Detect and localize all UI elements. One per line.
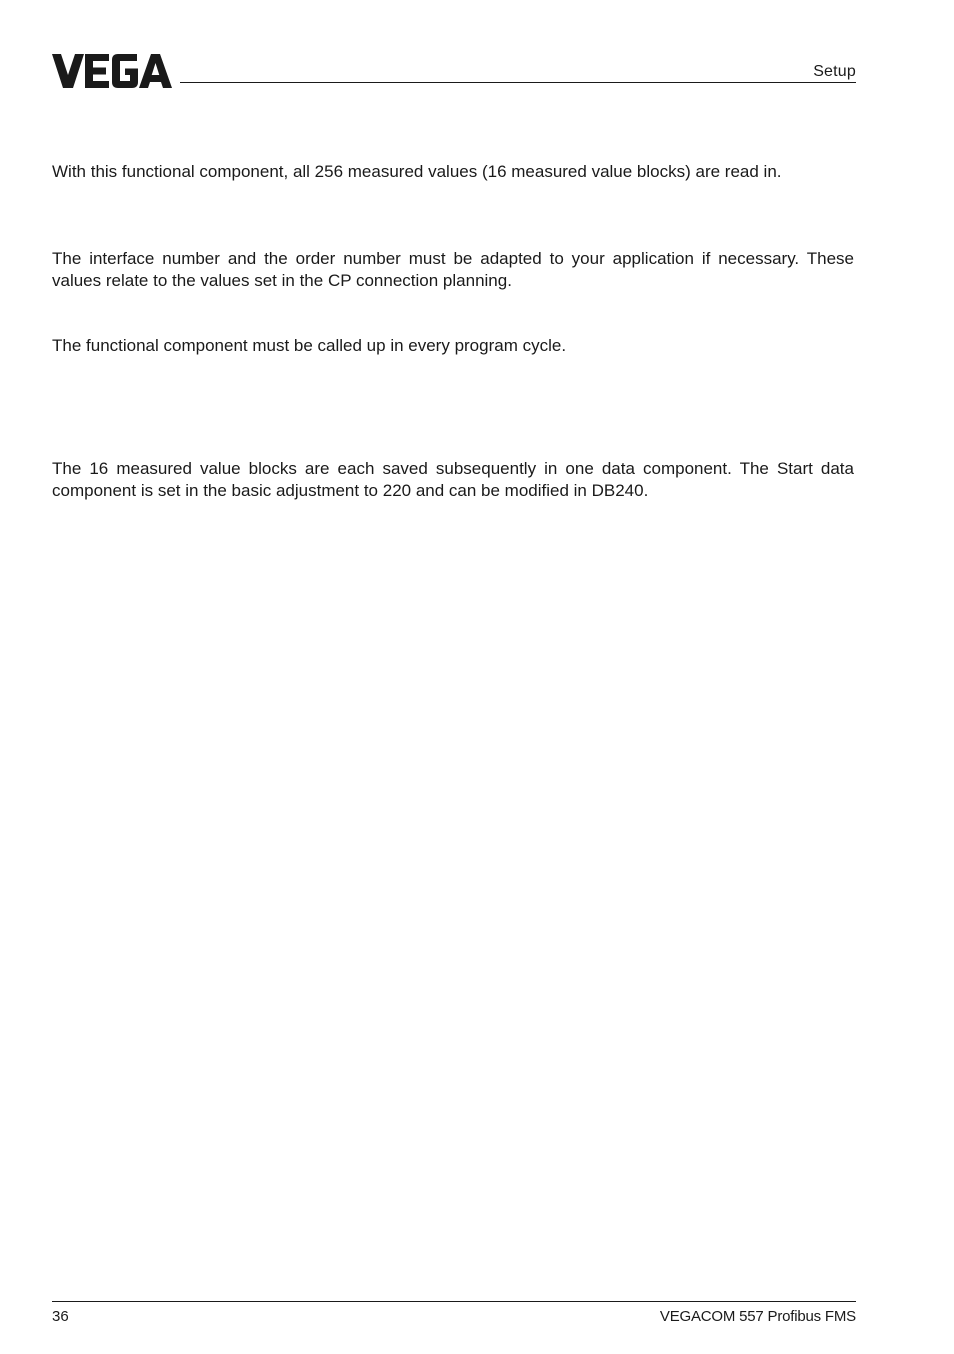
paragraph-functional-component: With this functional component, all 256 measured values (16 measured value blocks) are read in.: [52, 162, 782, 181]
vega-logo: [52, 54, 172, 88]
paragraph-program-cycle: The functional component must be called up in every program cycle.: [52, 336, 567, 355]
section-title: Setup: [813, 63, 856, 80]
paragraph-data-component: The 16 measured value blocks are each saved subsequently in one data component. The Start data component is set in the basic adjustment to 220 and can be modified in DB240.: [52, 459, 854, 500]
document-title: VEGACOM 557 Profibus FMS: [659, 1308, 856, 1325]
footer-rule: [52, 1301, 856, 1302]
header-rule: [180, 82, 856, 83]
paragraph-interface-number: The interface number and the order number must be adapted to your application if necessary. These values relate to the values set in the CP connection planning.: [52, 249, 854, 290]
page-number: 36: [52, 1308, 69, 1325]
